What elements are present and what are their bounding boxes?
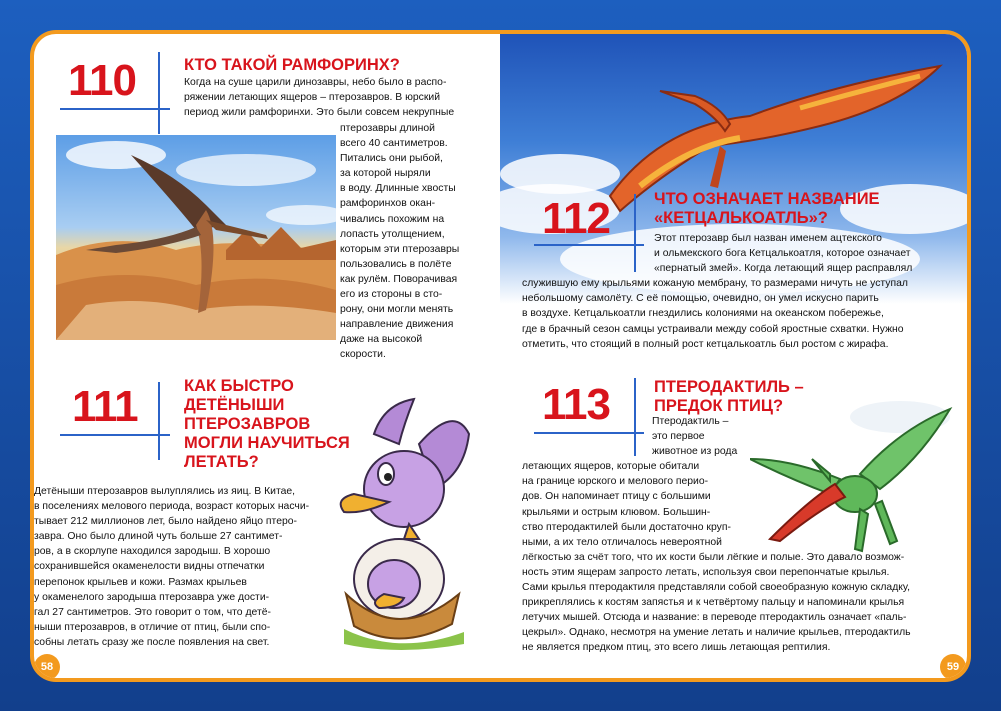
text-line: лёгкостью за счёт того, что их кости были лёгкие и полые. Это давало возмож- [522, 551, 905, 563]
text-line: скорости. [340, 349, 386, 361]
text-line: в воду. Длинные хвосты [340, 183, 456, 195]
text-112 [522, 231, 967, 352]
text-line: как рулём. Поворачивая [340, 273, 458, 285]
page-number-right: 59 [940, 654, 966, 680]
text-line: где в брачный сезон самцы устраивали между собой яростные схватки. Нужно [522, 323, 904, 335]
text-line: ряжении летающих ящеров – птерозавров. В юрский [184, 92, 441, 104]
title-line: «КЕТЦАЛЬКОАТЛЬ»? [654, 209, 828, 227]
text-line: на границе юрского и мелового перио- [522, 476, 709, 488]
text-line: у окаменелого зародыша птерозавра уже дости- [34, 591, 270, 603]
section-number-113: 113 [542, 380, 610, 429]
number-vline-110 [158, 52, 160, 134]
text-line: служившую ему крыльями кожаную мембрану, то размерами ничуть не уступал [522, 278, 908, 290]
title-line: ПТЕРОДАКТИЛЬ – [654, 378, 804, 396]
text-line: за которой ныряли [340, 168, 431, 180]
text-line: животное из рода [652, 446, 738, 458]
text-line: ство птеродактилей были достаточно круп- [522, 521, 731, 533]
text-line: лопасть утолщением, [340, 228, 445, 240]
text-line: сохранившейся окаменелости видны отпечатки [34, 561, 265, 573]
text-line: Детёныши птерозавров вылуплялись из яиц. В Китае, [34, 486, 296, 497]
text-line: летучих мышей. Отсюда и название: в переводе птеродактиль означает «паль- [522, 612, 907, 624]
section-number-110: 110 [68, 56, 136, 105]
text-line: собны летать сразу же после появления на свет. [34, 636, 270, 648]
text-line: прикреплялись к костям запястья и к четвёртому пальцу и напоминали крылья [522, 597, 905, 609]
text-113-top [522, 414, 967, 656]
text-110-top [184, 75, 500, 120]
text-line: перепонок крыльев и кожи. Размах крыльев [34, 576, 247, 588]
page-number-left: 58 [34, 654, 60, 680]
text-line: птерозавры длиной [340, 123, 435, 134]
rhamphorhynchus-illustration [56, 135, 336, 340]
text-line: ность этим ящерам запросто летать, используя свои перепончатые крылья. [522, 566, 890, 578]
text-111 [34, 484, 334, 650]
text-line: чивались похожим на [340, 213, 445, 225]
text-line: пользовались в полёте [340, 258, 452, 270]
text-line: Когда на суше царили динозавры, небо было в распо- [184, 77, 447, 88]
text-line: небольшому самолёту. С её помощью, очевидно, он умел искусно парить [522, 293, 879, 305]
text-line: отметить, что стоящий в полный рост кетцалькоатль был ростом с жирафа. [522, 338, 889, 350]
text-110-side [340, 121, 490, 363]
title-line: ЛЕТАТЬ? [184, 453, 259, 471]
number-hline-110 [60, 108, 170, 110]
text-line: рамфоринхов окан- [340, 198, 436, 210]
text-line: тывает 212 миллионов лет, было найдено яйцо птеро- [34, 516, 297, 528]
rhamphorhynchus-photo [56, 135, 336, 340]
text-line: не является предком птиц, это всего лишь летающая рептилия. [522, 642, 831, 654]
title-line: КАК БЫСТРО [184, 377, 294, 395]
text-line: даже на высокой [340, 334, 423, 346]
text-line: в поселениях мелового периода, возраст которых насчи- [34, 501, 310, 513]
text-line: направление движения [340, 319, 454, 331]
text-line: дов. Он напоминает птицу с большими [522, 491, 711, 503]
text-line: в воздухе. Кетцалькоатли гнездились колониями на океанском побережье, [522, 308, 884, 320]
text-line: и ольмекского бога Кетцалькоатля, которое означает [654, 248, 911, 260]
text-line: гал 27 сантиметров. Это говорит о том, что детё- [34, 606, 271, 618]
text-line: «пернатый змей». Когда летающий ящер расправлял [654, 263, 913, 275]
section-number-112: 112 [542, 194, 610, 243]
section-title-110: КТО ТАКОЙ РАМФОРИНХ? [184, 56, 400, 74]
text-line: всего 40 сантиметров. [340, 138, 448, 150]
text-line: крыльями и острым клювом. Большин- [522, 506, 711, 518]
text-line: период жили рамфоринхи. Это были совсем некрупные [184, 107, 455, 119]
number-hline-111 [60, 434, 170, 436]
title-line: ПТЕРОЗАВРОВ [184, 415, 311, 433]
text-line: ныши птерозавров, в отличие от птиц, были спо- [34, 621, 271, 633]
left-page [30, 30, 500, 682]
right-page [500, 30, 971, 682]
title-line: ЧТО ОЗНАЧАЕТ НАЗВАНИЕ [654, 190, 880, 208]
text-line: летающих ящеров, которые обитали [522, 461, 700, 473]
title-line: МОГЛИ НАУЧИТЬСЯ [184, 434, 350, 452]
text-line: Питались они рыбой, [340, 153, 443, 165]
text-line: ными, а их тело отличалось невероятной [522, 536, 722, 548]
number-vline-111 [158, 382, 160, 460]
section-title-112 [654, 190, 880, 228]
title-line: ПРЕДОК ПТИЦ? [654, 397, 784, 415]
section-number-111: 111 [72, 382, 138, 431]
title-line: ДЕТЁНЫШИ [184, 396, 285, 414]
text-line: рону, они могли менять [340, 304, 454, 316]
text-line: завра. Оно было длиной чуть больше 27 сантимет- [34, 531, 283, 543]
text-line: Сами крылья птеродактиля представляли собой своеобразную кожную складку, [522, 582, 910, 594]
cartoon-pterosaur-nest-illustration [324, 394, 474, 654]
text-line: ров, а в скорлупе находился зародыш. В хорошо [34, 546, 271, 558]
text-line: Птеродактиль – [652, 416, 729, 427]
text-line: это первое [652, 431, 705, 443]
text-line: которым эти птерозавры [340, 243, 460, 255]
text-line: цекрыл». Однако, несмотря на умение летать и наличие крыльев, птеродактиль [522, 627, 911, 639]
text-line: Этот птерозавр был назван именем ацтекского [654, 233, 882, 244]
text-line: его из стороны в сто- [340, 289, 443, 301]
